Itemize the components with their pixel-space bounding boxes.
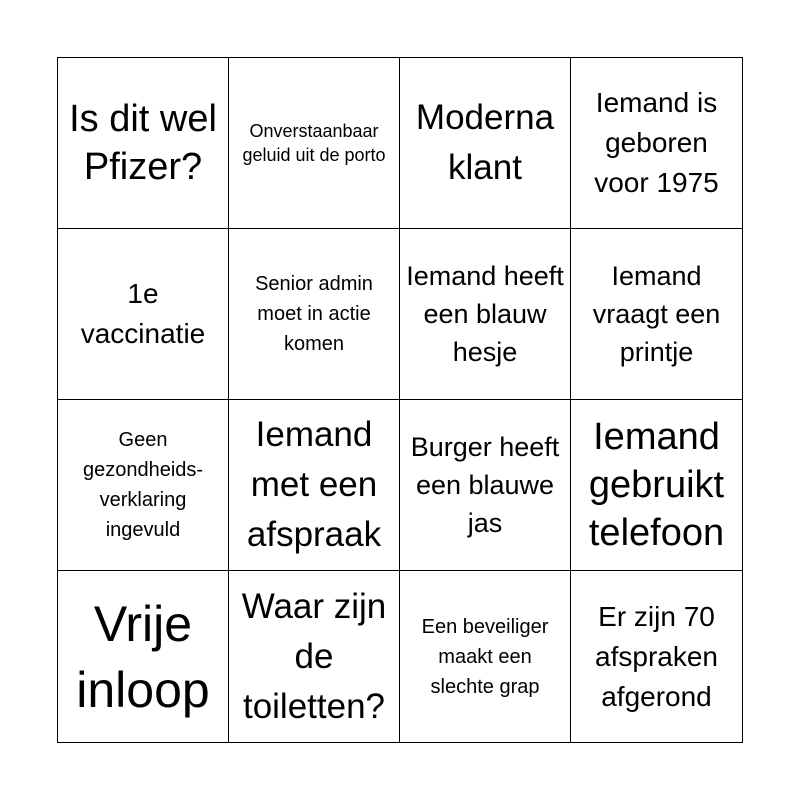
- bingo-cell[interactable]: [229, 571, 400, 742]
- bingo-cell[interactable]: [571, 400, 742, 571]
- bingo-cell[interactable]: [571, 58, 742, 229]
- bingo-cell[interactable]: [571, 571, 742, 742]
- bingo-cell[interactable]: [400, 400, 571, 571]
- cell-text: Burger heeft een blauwe jas: [410, 432, 560, 538]
- cell-text: Onverstaanbaar geluid uit de porto: [242, 121, 386, 165]
- cell-text: Een beveiliger maakt een slechte grap: [421, 615, 549, 698]
- bingo-cell[interactable]: [400, 58, 571, 229]
- bingo-cell[interactable]: [400, 229, 571, 400]
- bingo-cell[interactable]: [229, 58, 400, 229]
- bingo-card: [57, 57, 743, 743]
- cell-text: Vrije inloop: [76, 595, 210, 718]
- bingo-cell[interactable]: [400, 571, 571, 742]
- cell-text: Iemand heeft een blauw hesje: [406, 261, 564, 367]
- cell-text: Iemand is geboren voor 1975: [594, 87, 719, 198]
- bingo-cell[interactable]: [58, 400, 229, 571]
- cell-text: Senior admin moet in actie komen: [255, 273, 373, 355]
- cell-text: 1e vaccinatie: [80, 278, 206, 349]
- cell-text: Er zijn 70 afspraken afgerond: [595, 600, 718, 712]
- bingo-cell[interactable]: [58, 229, 229, 400]
- cell-text: Iemand met een afspraak: [246, 415, 382, 554]
- cell-text: Waar zijn de toiletten?: [241, 586, 387, 726]
- bingo-cell[interactable]: [571, 229, 742, 400]
- cell-text: Is dit wel Pfizer?: [69, 98, 217, 188]
- cell-text: Iemand gebruikt telefoon: [588, 416, 725, 554]
- bingo-cell[interactable]: [229, 229, 400, 400]
- cell-text: Iemand vraagt een printje: [592, 261, 721, 367]
- cell-text: Moderna klant: [415, 98, 555, 187]
- cell-text: Geen gezondheids-verklaring ingevuld: [82, 429, 204, 541]
- bingo-cell[interactable]: [58, 571, 229, 742]
- bingo-cell[interactable]: [58, 58, 229, 229]
- bingo-cell[interactable]: [229, 400, 400, 571]
